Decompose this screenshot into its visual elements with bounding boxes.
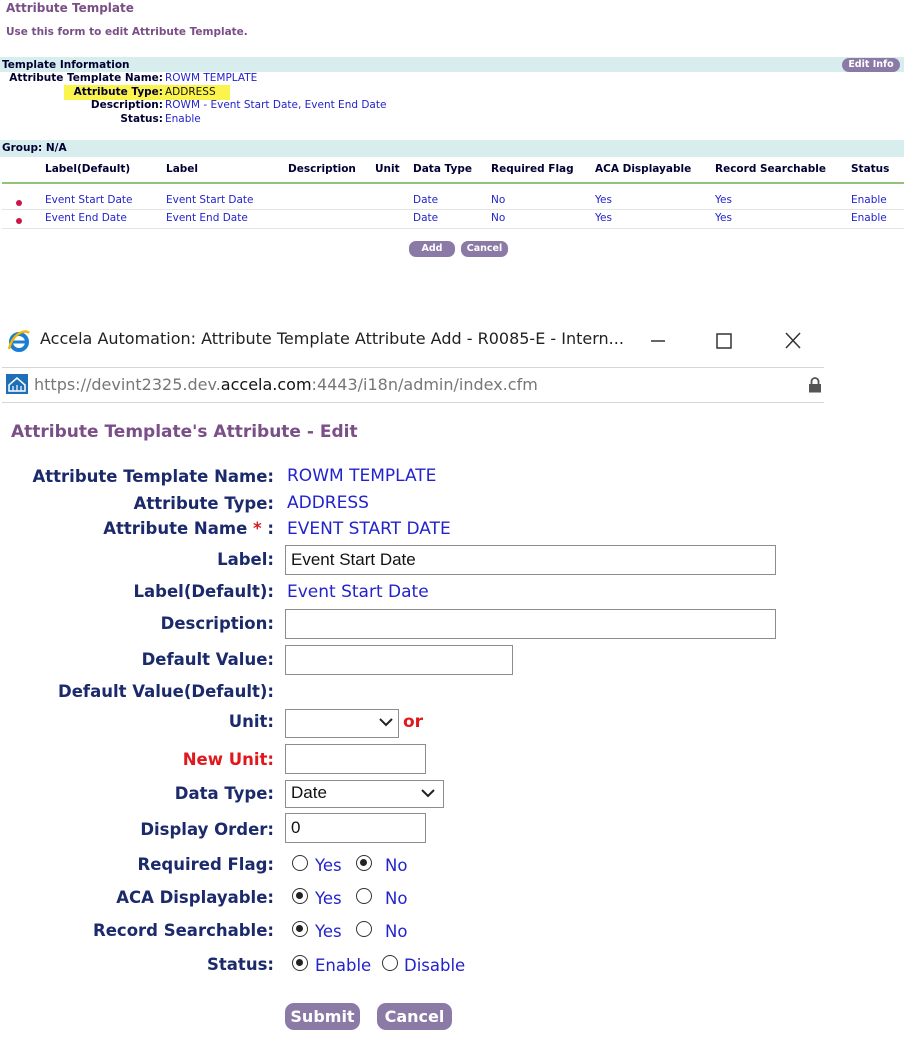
cell-data-type: Date: [413, 212, 439, 224]
url-suffix: :4443/i18n/admin/index.cfm: [311, 375, 538, 394]
record-searchable-no-label[interactable]: No: [385, 922, 408, 941]
cell-record-searchable: Yes: [715, 212, 732, 224]
chevron-down-icon: [418, 785, 438, 801]
cell-record-searchable: Yes: [715, 194, 732, 206]
cell-label: Event End Date: [166, 212, 248, 224]
status-enable-label[interactable]: Enable: [315, 956, 372, 975]
column-header: Label: [166, 163, 199, 175]
record-searchable-label: Record Searchable:: [93, 921, 274, 940]
aca-displayable-no-radio[interactable]: [356, 888, 372, 904]
ti-value-template-name: ROWM TEMPLATE: [165, 72, 258, 84]
aca-displayable-yes-label[interactable]: Yes: [315, 889, 342, 908]
required-flag-no-label[interactable]: No: [385, 856, 408, 875]
column-header: Data Type: [413, 163, 472, 175]
required-flag-label: Required Flag:: [137, 855, 274, 874]
required-indicator: *: [253, 519, 262, 538]
unit-select[interactable]: [285, 709, 399, 738]
url-domain: accela.com: [220, 375, 312, 394]
row-divider: [2, 209, 904, 210]
ti-label-template-name: Attribute Template Name:: [9, 72, 163, 84]
record-searchable-yes-radio[interactable]: [292, 921, 308, 937]
cell-data-type: Date: [413, 194, 439, 206]
display-order-input[interactable]: [285, 813, 426, 843]
record-searchable-yes-label[interactable]: Yes: [315, 922, 342, 941]
ti-value-status: Enable: [165, 113, 201, 125]
popup-cancel-button[interactable]: Cancel: [377, 1003, 452, 1030]
status-disable-label[interactable]: Disable: [404, 956, 466, 975]
or-text: or: [403, 712, 424, 732]
attribute-name-colon: :: [261, 519, 274, 538]
ti-value-description: ROWM - Event Start Date, Event End Date: [165, 99, 387, 111]
group-header: [0, 140, 904, 157]
edit-info-button[interactable]: Edit Info: [842, 58, 900, 72]
unit-label: Unit:: [228, 712, 274, 731]
cell-status: Enable: [851, 194, 887, 206]
default-value-input[interactable]: [285, 645, 513, 675]
page-title: Attribute Template: [6, 1, 134, 15]
attribute-type-label: Attribute Type:: [133, 494, 274, 513]
label-default-value: Event Start Date: [287, 582, 429, 602]
column-header: Description: [288, 163, 356, 175]
cell-status: Enable: [851, 212, 887, 224]
column-header: Status: [851, 163, 890, 175]
status-label: Status:: [207, 955, 274, 974]
row-bullet-icon: [16, 200, 22, 206]
required-flag-yes-radio[interactable]: [292, 855, 308, 871]
url-prefix: https://devint2325.dev.: [34, 375, 221, 394]
template-info-header: [0, 57, 904, 72]
site-home-icon: [6, 374, 28, 394]
label-input[interactable]: [285, 545, 776, 575]
required-flag-no-radio[interactable]: [356, 855, 372, 871]
cell-label: Event Start Date: [166, 194, 254, 206]
table-header-divider: [2, 182, 904, 184]
ti-label-status: Status:: [120, 113, 163, 125]
popup-heading: Attribute Template's Attribute - Edit: [11, 422, 358, 442]
data-type-select-value: Date: [291, 783, 327, 802]
template-info-label: Template Information: [2, 59, 130, 71]
row-divider: [2, 228, 904, 229]
column-header: Label(Default): [45, 163, 131, 175]
add-button[interactable]: Add: [409, 241, 455, 257]
column-header: Record Searchable: [715, 163, 826, 175]
ti-label-attribute-type: Attribute Type:: [73, 86, 163, 98]
data-type-select[interactable]: [285, 780, 444, 808]
attribute-name-value: EVENT START DATE: [287, 519, 451, 539]
column-header: Unit: [375, 163, 400, 175]
chevron-down-icon: [376, 714, 396, 730]
cell-required-flag: No: [491, 212, 506, 224]
cell-label-default[interactable]: Event Start Date: [45, 194, 133, 206]
close-icon[interactable]: [781, 330, 805, 352]
description-label: Description:: [160, 614, 274, 633]
default-value-label: Default Value:: [141, 650, 274, 669]
aca-displayable-yes-radio[interactable]: [292, 888, 308, 904]
window-title: Accela Automation: Attribute Template Attribute Add - R0085-E - Intern...: [40, 329, 624, 348]
required-flag-yes-label[interactable]: Yes: [315, 856, 342, 875]
template-name-label: Attribute Template Name:: [32, 467, 274, 486]
cell-label-default[interactable]: Event End Date: [45, 212, 127, 224]
record-searchable-no-radio[interactable]: [356, 921, 372, 937]
template-name-value: ROWM TEMPLATE: [287, 466, 437, 486]
label-default-label: Label(Default):: [133, 582, 274, 601]
page-subtitle: Use this form to edit Attribute Template.: [6, 26, 248, 38]
cell-aca-displayable: Yes: [595, 194, 612, 206]
new-unit-label: New Unit:: [182, 750, 274, 769]
address-bar[interactable]: [2, 367, 824, 403]
data-type-label: Data Type:: [174, 784, 274, 803]
maximize-icon[interactable]: [712, 330, 736, 352]
cell-required-flag: No: [491, 194, 506, 206]
submit-button[interactable]: Submit: [285, 1003, 360, 1030]
group-label: Group: N/A: [2, 142, 67, 154]
minimize-icon[interactable]: [646, 330, 670, 352]
ti-value-attribute-type: ADDRESS: [165, 86, 216, 98]
status-enable-radio[interactable]: [292, 955, 308, 971]
label-label: Label:: [217, 550, 274, 569]
cell-aca-displayable: Yes: [595, 212, 612, 224]
attribute-name-text: Attribute Name: [103, 519, 248, 538]
row-bullet-icon: [16, 218, 22, 224]
attribute-name-label: [103, 519, 274, 538]
column-header: ACA Displayable: [595, 163, 692, 175]
ti-label-description: Description:: [90, 99, 163, 111]
description-input[interactable]: [285, 609, 776, 639]
status-disable-radio[interactable]: [382, 955, 398, 971]
new-unit-input[interactable]: [285, 744, 426, 774]
column-header: Required Flag: [491, 163, 574, 175]
lock-icon: [808, 377, 822, 393]
default-value-default-label: Default Value(Default):: [58, 682, 274, 701]
attribute-type-value: ADDRESS: [287, 493, 369, 513]
ie-icon: [7, 329, 31, 353]
aca-displayable-label: ACA Displayable:: [116, 888, 274, 907]
cancel-button[interactable]: Cancel: [461, 241, 508, 257]
aca-displayable-no-label[interactable]: No: [385, 889, 408, 908]
display-order-label: Display Order:: [140, 820, 274, 839]
url-text[interactable]: [34, 375, 538, 394]
